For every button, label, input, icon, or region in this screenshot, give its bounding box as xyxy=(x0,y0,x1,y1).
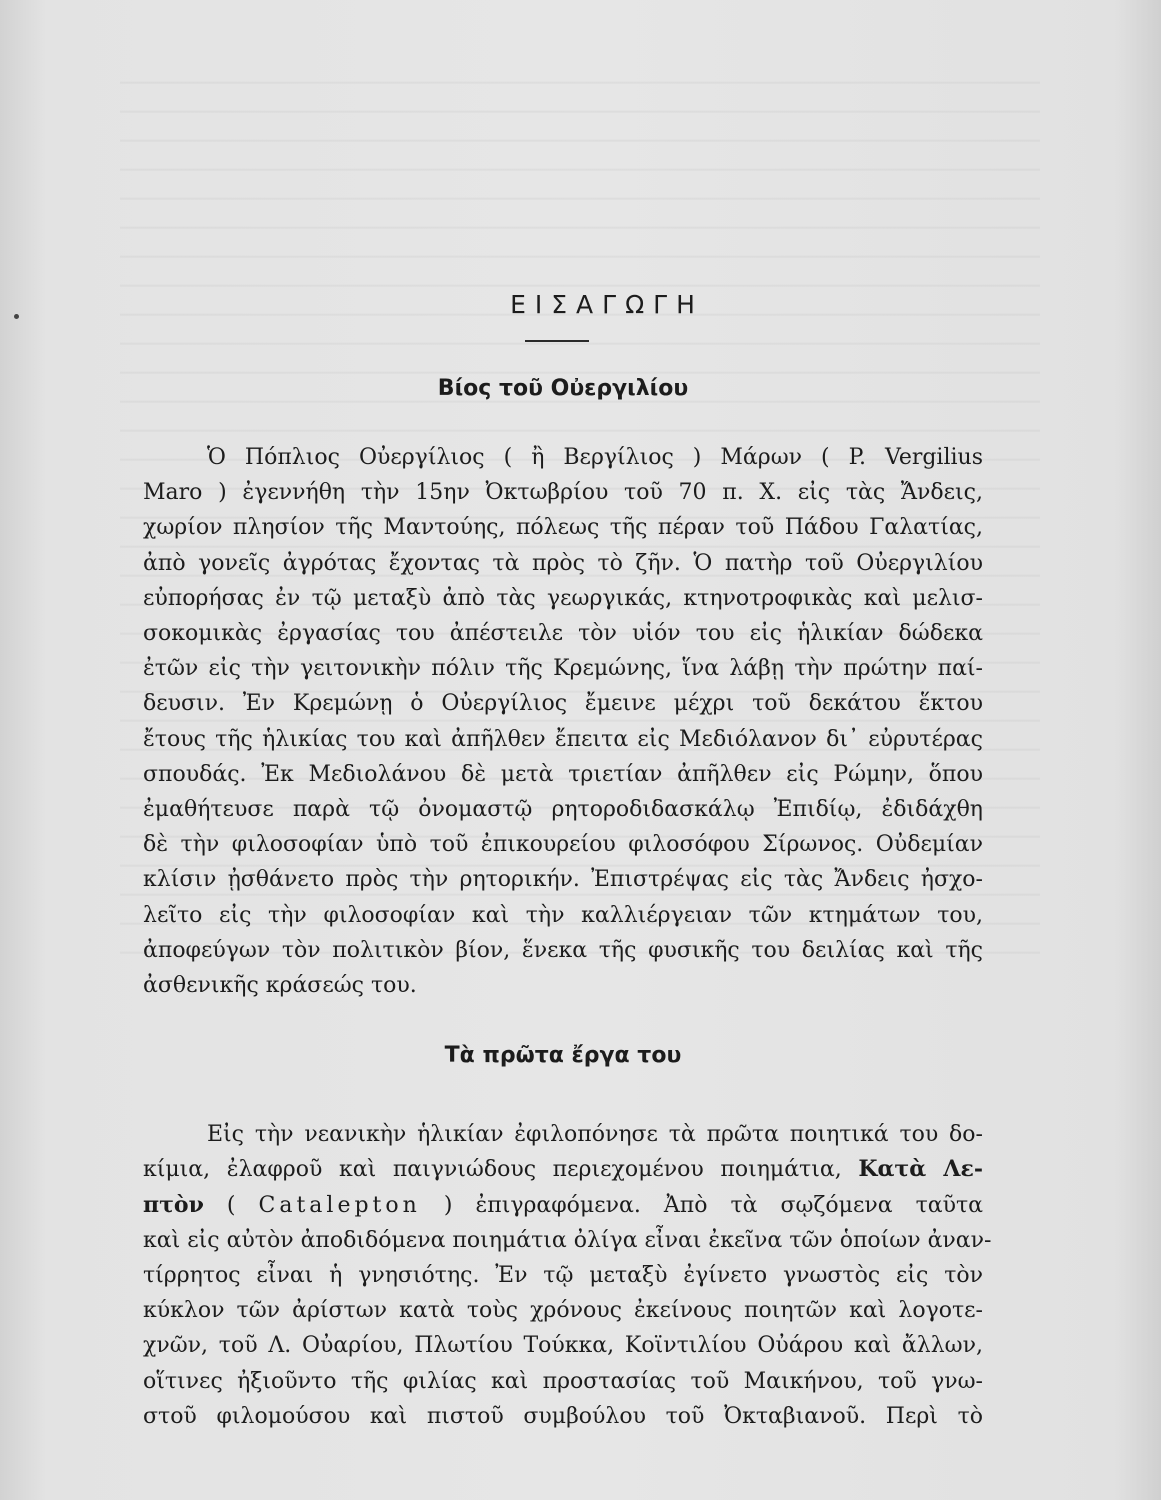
work-title-bold: πτὸν xyxy=(143,1191,204,1218)
text-line: Ὁ Πόπλιος Οὐεργίλιος ( ἢ Βεργίλιος ) Μάρων ( P. Vergilius xyxy=(207,445,983,470)
text-line: ἔτους τῆς ἡλικίας του καὶ ἀπῆλθεν ἔπειτα εἰς Μεδιόλανον δι᾽ εὐρυτέρας xyxy=(143,726,983,752)
text-line: ἀπὸ γονεῖς ἀγρότας ἔχοντας τὰ πρὸς τὸ ζῆν. Ὁ πατὴρ τοῦ Οὐεργιλίου xyxy=(143,550,983,576)
text-line: δὲ τὴν φιλοσοφίαν ὑπὸ τοῦ ἐπικουρείου φιλοσόφου Σίρωνος. Οὐδεμίαν xyxy=(143,832,983,858)
text-line: Maro ) ἐγεννήθη τὴν 15ην Ὀκτωβρίου τοῦ 70 π. Χ. εἰς τὰς Ἄνδεις, xyxy=(143,480,983,506)
text-line: ἀσθενικῆς κράσεώς του. xyxy=(143,973,417,999)
title-rule xyxy=(525,340,589,342)
text-line: ἐτῶν εἰς τὴν γειτονικὴν πόλιν τῆς Κρεμώνης, ἵνα λάβῃ τὴν πρώτην παί- xyxy=(143,656,983,682)
text-line: Εἰς τὴν νεανικὴν ἡλικίαν ἐφιλοπόνησε τὰ πρῶτα ποιητικά του δο- xyxy=(207,1122,983,1148)
paragraph-life xyxy=(143,440,983,1003)
text-line: κύκλον τῶν ἀρίστων κατὰ τοὺς χρόνους ἐκείνους ποιητῶν καὶ λογοτε- xyxy=(143,1298,983,1324)
text-line: χωρίον πλησίον τῆς Μαντούης, πόλεως τῆς πέραν τοῦ Πάδου Γαλατίας, xyxy=(143,515,983,541)
section-heading-life: Βίος τοῦ Οὐεργιλίου xyxy=(437,376,689,401)
work-title-bold: Κατὰ Λε- xyxy=(858,1156,983,1183)
text-line: στοῦ φιλομούσου καὶ πιστοῦ συμβούλου τοῦ Ὀκταβιανοῦ. Περὶ τὸ xyxy=(143,1403,983,1429)
section-heading-first-works: Τὰ πρῶτα ἔργα του xyxy=(444,1043,682,1069)
text-line: ἀποφεύγων τὸν πολιτικὸν βίον, ἕνεκα τῆς φυσικῆς του δειλίας καὶ τῆς xyxy=(143,937,983,963)
text-line: οἵτινες ἠξιοῦντο τῆς φιλίας καὶ προστασίας τοῦ Μαικήνου, τοῦ γνω- xyxy=(143,1368,983,1394)
text-line xyxy=(143,1152,983,1187)
text-line: τίρρητος εἶναι ἡ γνησιότης. Ἐν τῷ μεταξὺ ἐγίνετο γνωστὸς εἰς τὸν xyxy=(143,1263,983,1289)
text-line: λεῖτο εἰς τὴν φιλοσοφίαν καὶ τὴν καλλιέργειαν τῶν κτημάτων του, xyxy=(143,902,983,928)
latin-title-spaced: Catalepton xyxy=(258,1192,421,1218)
text-line xyxy=(143,1188,983,1223)
text-run: ) ἐπιγραφόμενα. Ἀπὸ τὰ σῳζόμενα ταῦτα xyxy=(443,1192,984,1218)
text-line: χνῶν, τοῦ Λ. Οὐαρίου, Πλωτίου Τούκκα, Κοϊντιλίου Οὐάρου καὶ ἄλλων, xyxy=(143,1333,983,1359)
text-line: καὶ εἰς αὐτὸν ἀποδιδόμενα ποιημάτια ὀλίγα εἶναι ἐκεῖνα τῶν ὁποίων ἀναν- xyxy=(143,1227,992,1253)
text-line: ἐμαθήτευσε παρὰ τῷ ὀνομαστῷ ρητοροδιδασκάλῳ Ἐπιδίῳ, ἐδιδάχθη xyxy=(143,797,983,823)
text-run: κίμια, ἐλαφροῦ καὶ παιγνιώδους περιεχομένου ποιημάτια, xyxy=(143,1157,842,1183)
text-line: εὐπορήσας ἐν τῷ μεταξὺ ἀπὸ τὰς γεωργικάς, κτηνοτροφικὰς καὶ μελισ- xyxy=(143,585,983,611)
text-line: κλίσιν ᾐσθάνετο πρὸς τὴν ρητορικήν. Ἐπιστρέψας εἰς τὰς Ἄνδεις ἠσχο- xyxy=(143,867,983,893)
text-line: σπουδάς. Ἐκ Μεδιολάνου δὲ μετὰ τριετίαν ἀπῆλθεν εἰς Ρώμην, ὅπου xyxy=(143,761,983,787)
page-content xyxy=(143,290,992,1434)
page-title: ΕΙΣΑΓΩΓΗ xyxy=(510,290,704,319)
text-line: δευσιν. Ἐν Κρεμώνῃ ὁ Οὐεργίλιος ἔμεινε μέχρι τοῦ δεκάτου ἕκτου xyxy=(143,691,983,717)
text-run: ( xyxy=(226,1192,236,1218)
paragraph-first-works xyxy=(143,1117,992,1434)
margin-speck xyxy=(14,314,19,319)
text-line: σοκομικὰς ἐργασίας του ἀπέστειλε τὸν υἱόν του εἰς ἡλικίαν δώδεκα xyxy=(143,621,983,647)
